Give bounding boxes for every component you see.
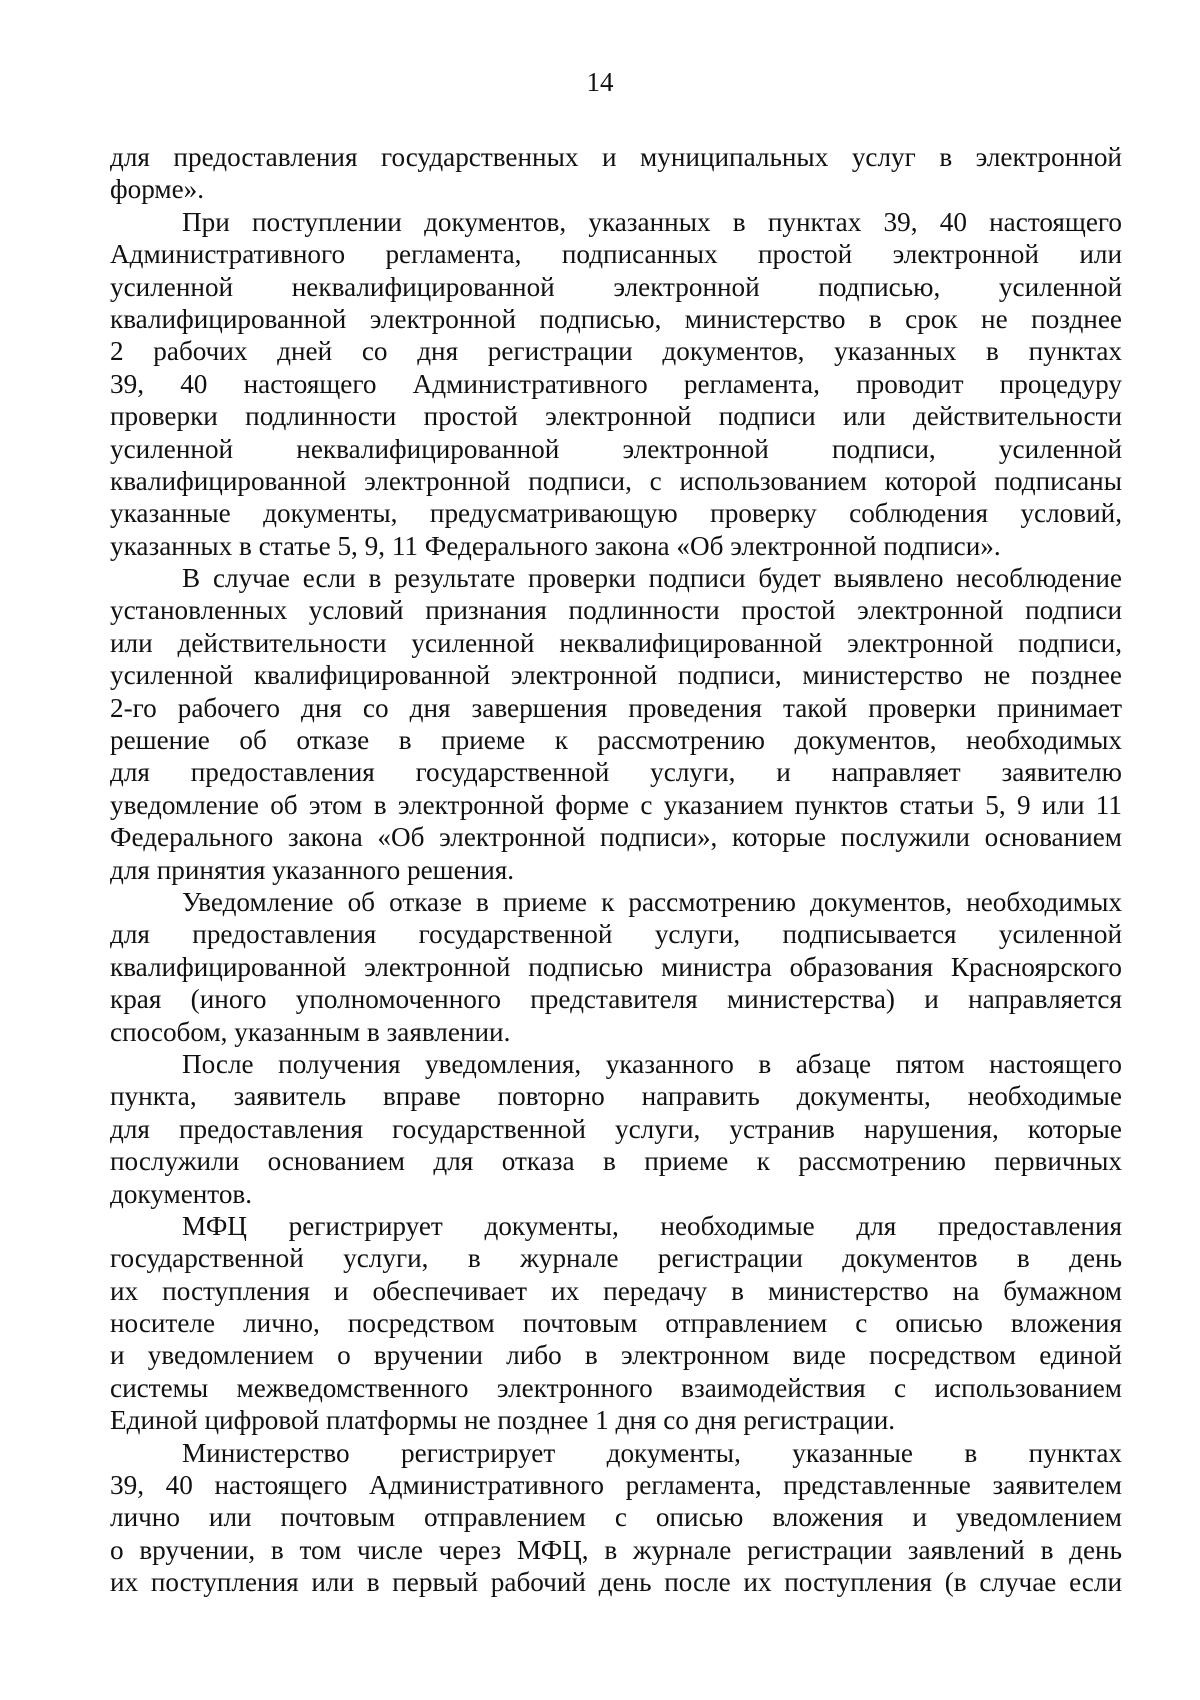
- text-line: указанных в статье 5, 9, 11 Федерального закона «Об электронной подписи».: [110, 530, 1001, 561]
- text-line: о вручении, в том числе через МФЦ, в журнале регистрации заявлений в день: [110, 1534, 1122, 1565]
- text-line: 2-го рабочего дня со дня завершения проведения такой проверки принимает: [110, 692, 1122, 723]
- document-body: [110, 141, 1122, 1599]
- text-line: документов.: [110, 1178, 253, 1209]
- text-line: МФЦ регистрирует документы, необходимые для предоставления: [182, 1210, 1122, 1241]
- text-line: их поступления и обеспечивает их передачу в министерство на бумажном: [110, 1275, 1122, 1306]
- text-line: проверки подлинности простой электронной подписи или действительности: [110, 401, 1122, 432]
- text-line: Единой цифровой платформы не позднее 1 дня со дня регистрации.: [110, 1405, 896, 1436]
- text-line: При поступлении документов, указанных в пунктах 39, 40 настоящего: [182, 206, 1122, 237]
- text-line: для предоставления государственной услуги, устранив нарушения, которые: [110, 1113, 1122, 1144]
- text-line: указанные документы, предусматривающую проверку соблюдения условий,: [110, 498, 1122, 529]
- text-line: Административного регламента, подписанных простой электронной или: [110, 239, 1122, 270]
- text-line: для предоставления государственной услуги, подписывается усиленной: [110, 919, 1122, 950]
- text-line: для предоставления государственных и муниципальных услуг в электронной: [110, 142, 1122, 172]
- text-line: квалифицированной электронной подписью министра образования Красноярского: [110, 951, 1122, 982]
- text-line: усиленной неквалифицированной электронной подписи, усиленной: [110, 433, 1122, 464]
- text-line: В случае если в результате проверки подписи будет выявлено несоблюдение: [182, 563, 1122, 594]
- text-line: системы межведомственного электронного взаимодействия с использованием: [110, 1372, 1122, 1403]
- text-line: пункта, заявитель вправе повторно направить документы, необходимые: [110, 1081, 1122, 1112]
- text-line: для предоставления государственной услуги, и направляет заявителю: [110, 757, 1122, 788]
- text-line: квалифицированной электронной подписью, министерство в срок не позднее: [110, 303, 1122, 334]
- text-line: 2 рабочих дней со дня регистрации документов, указанных в пунктах: [110, 336, 1122, 367]
- text-line: усиленной неквалифицированной электронной подписью, усиленной: [110, 271, 1122, 302]
- text-line: установленных условий признания подлинности простой электронной подписи: [110, 595, 1122, 626]
- text-line: или действительности усиленной неквалифицированной электронной подписи,: [110, 627, 1122, 658]
- text-line: носителе лично, посредством почтовым отправлением с описью вложения: [110, 1308, 1122, 1339]
- text-line: послужили основанием для отказа в приеме к рассмотрению первичных: [110, 1146, 1122, 1177]
- text-line: Уведомление об отказе в приеме к рассмотрению документов, необходимых: [182, 886, 1122, 917]
- text-line: квалифицированной электронной подписи, с использованием которой подписаны: [110, 465, 1122, 496]
- text-line: лично или почтовым отправлением с описью вложения и уведомлением: [110, 1502, 1122, 1533]
- text-line: После получения уведомления, указанного в абзаце пятом настоящего: [182, 1048, 1122, 1079]
- page-number: 14: [586, 67, 614, 97]
- text-line: усиленной квалифицированной электронной подписи, министерство не позднее: [110, 660, 1122, 691]
- text-line: уведомление об этом в электронной форме с указанием пунктов статьи 5, 9 или 11: [110, 789, 1122, 820]
- text-line: 39, 40 настоящего Административного регламента, представленные заявителем: [110, 1470, 1122, 1501]
- text-line: 39, 40 настоящего Административного регламента, проводит процедуру: [110, 368, 1122, 399]
- text-line: Федерального закона «Об электронной подписи», которые послужили основанием: [110, 822, 1122, 853]
- text-line: края (иного уполномоченного представителя министерства) и направляется: [110, 984, 1122, 1015]
- text-line: способом, указанным в заявлении.: [110, 1016, 511, 1047]
- text-line: их поступления или в первый рабочий день после их поступления (в случае если: [110, 1567, 1122, 1598]
- text-line: Министерство регистрирует документы, указанные в пунктах: [182, 1437, 1122, 1468]
- text-line: и уведомлением о вручении либо в электронном виде посредством единой: [110, 1340, 1122, 1371]
- text-line: для принятия указанного решения.: [110, 854, 515, 885]
- text-line: форме».: [110, 174, 205, 205]
- text-line: решение об отказе в приеме к рассмотрению документов, необходимых: [110, 725, 1122, 756]
- text-line: государственной услуги, в журнале регистрации документов в день: [110, 1243, 1122, 1274]
